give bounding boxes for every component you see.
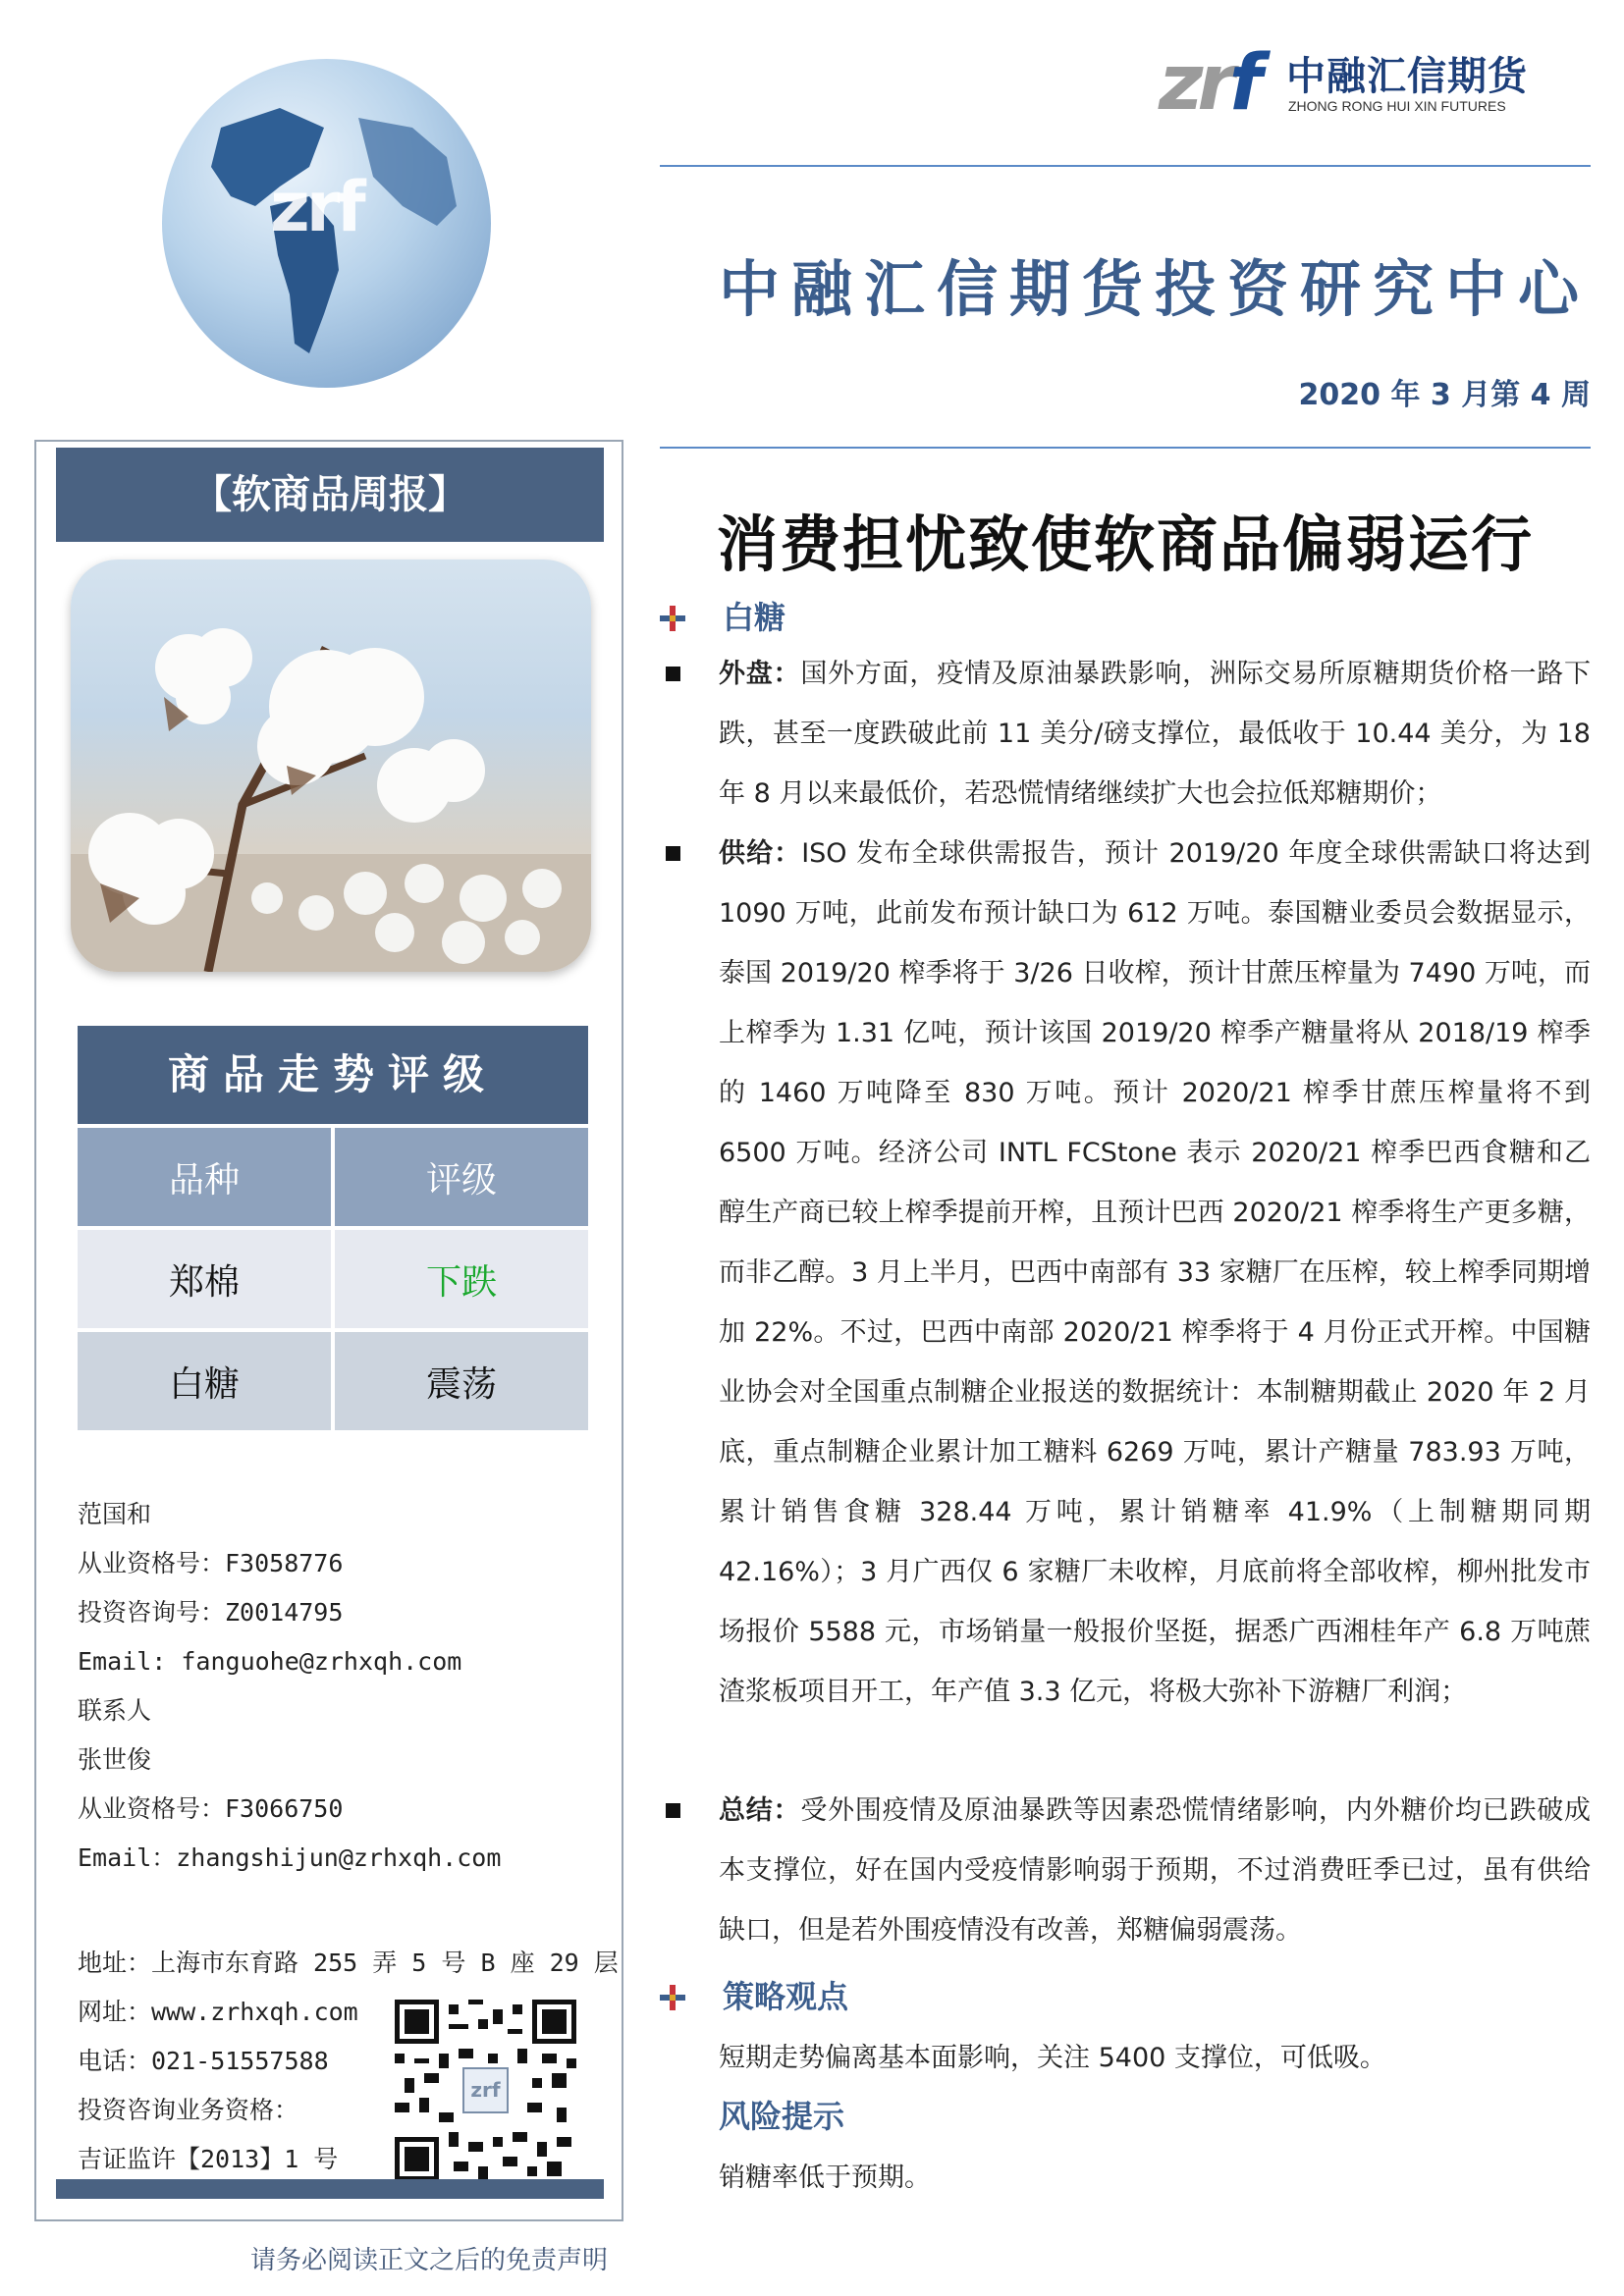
globe-watermark: zrf xyxy=(270,167,362,247)
column-header: 品种 xyxy=(78,1128,331,1226)
square-bullet-icon xyxy=(666,846,680,861)
rating-table-title: 商品走势评级 xyxy=(78,1026,588,1124)
title-divider xyxy=(660,447,1591,449)
license-number: 吉证监许【2013】1 号 xyxy=(78,2145,339,2173)
research-center-title: 中融汇信期货投资研究中心 xyxy=(718,253,1591,325)
square-bullet-icon xyxy=(666,667,680,681)
sidebar xyxy=(34,440,623,2221)
contact-line: 从业资格号：F3058776 xyxy=(78,1549,344,1577)
rating-table xyxy=(78,1026,588,1430)
paragraph-text: 受外围疫情及原油暴跌等因素恐慌情绪影响，内外糖价均已跌破成本支撑位，好在国内受疫情影响弱于预期，不过消费旺季已过，虽有供给缺口，但是若外围疫情没有改善，郑糖偏弱震荡。 xyxy=(719,1795,1592,1946)
section-heading-risk: 风险提示 xyxy=(719,2098,845,2135)
globe-image xyxy=(162,59,491,388)
sidebar-footer-bar xyxy=(56,2179,604,2199)
commodity-rating: 震荡 xyxy=(335,1332,588,1430)
contact-line: 从业资格号：F3066750 xyxy=(78,1794,344,1823)
table-row xyxy=(78,1230,588,1328)
brand-name-en: ZHONG RONG HUI XIN FUTURES xyxy=(1288,98,1506,114)
section-heading-text: 白糖 xyxy=(723,599,786,636)
section-heading-text: 策略观点 xyxy=(723,1978,849,2015)
disclaimer-note: 请务必阅读正文之后的免责声明 xyxy=(250,2246,609,2275)
report-date: 2020 年 3 月第 4 周 xyxy=(1298,378,1591,412)
commodity-rating: 下跌 xyxy=(335,1230,588,1328)
contact-email: Email：zhangshijun@zrhxqh.com xyxy=(78,1843,502,1872)
table-row xyxy=(78,1332,588,1430)
strategy-text: 短期走势偏离基本面影响，关注 5400 支撑位，可低吸。 xyxy=(719,2043,1386,2073)
paragraph-outer-market xyxy=(719,644,1591,824)
column-header: 评级 xyxy=(335,1128,588,1226)
paragraph-text: ISO 发布全球供需报告，预计 2019/20 年度全球供需缺口将达到 1090 万吨，此前发布预计缺口为 612 万吨。泰国糖业委员会数据显示，泰国 2019/20 榨季将于 3/26 日收榨，预计甘蔗压榨量为 7490 万吨，而上榨季为 1.31 亿吨，预计该国 2019/20 榨季产糖量将从 2018/19 榨季的 1460 万吨降至 830 万吨。预计 2020/21 榨季甘蔗压榨量将不到 6500 万吨。经济公司 INTL FCStone 表示 2020/21 榨季巴西食糖和乙醇生产商已较上榨季提前开榨，且预计巴西 2020/21 榨季将生产更多糖，而非乙醇。3 月上半月，巴西中南部有 33 家糖厂在压榨，较上榨季同期增加 22%。不过，巴西中南部 2020/21 榨季将于 4 月份正式开榨。中国糖业协会对全国重点制糖企业报送的数据统计：本制糖期截止 2020 年 2 月底，重点制糖企业累计加工糖料 6269 万吨，累计产糖量 783.93 万吨，累计销售食糖 328.44 万吨，累计销糖率 41.9%（上制糖期同期 42.16%）；3 月广西仅 6 家糖厂未收榨，月底前将全部收榨，柳州批发市场报价 5588 元，市场销量一般报价坚挺，据悉广西湘桂年产 6.8 万吨蔗渣浆板项目开工，年产值 3.3 亿元，将极大弥补下游糖厂利润； xyxy=(719,838,1591,1707)
paragraph-summary xyxy=(719,1781,1591,1960)
commodity-name: 白糖 xyxy=(78,1332,331,1430)
contact-line: 范国和 xyxy=(78,1500,152,1528)
header-divider xyxy=(660,165,1591,167)
paragraph-lead: 外盘： xyxy=(719,659,801,689)
brand-name-cn: 中融汇信期货 xyxy=(1286,54,1528,99)
section-bullet-icon xyxy=(660,1981,685,2006)
brand-mark: zrf xyxy=(1159,39,1257,128)
section-bullet-icon xyxy=(660,602,685,627)
company-website: 网址：www.zrhxqh.com xyxy=(78,1998,358,2026)
commodity-name: 郑棉 xyxy=(78,1230,331,1328)
contact-email: Email: fanguohe@zrhxqh.com xyxy=(78,1647,462,1676)
paragraph-text: 国外方面，疫情及原油暴跌影响，洲际交易所原糖期货价格一路下跌，甚至一度跌破此前 11 美分/磅支撑位，最低收于 10.44 美分，为 18 年 8 月以来最低价，若恐慌情绪继续扩大也会拉低郑糖期价； xyxy=(719,659,1592,809)
paragraph-lead: 供给： xyxy=(719,838,802,869)
contact-line: 投资咨询号：Z0014795 xyxy=(78,1598,344,1627)
report-type-label: 【软商品周报】 xyxy=(56,448,604,542)
qr-code xyxy=(395,2000,576,2181)
brand-logo xyxy=(1159,39,1532,128)
paragraph-lead: 总结： xyxy=(719,1795,801,1826)
paragraph-supply xyxy=(719,824,1591,1901)
analyst-contacts xyxy=(78,1490,608,1883)
cotton-photo xyxy=(71,560,591,972)
risk-text: 销糖率低于预期。 xyxy=(719,2163,931,2193)
license-label: 投资咨询业务资格： xyxy=(78,2096,299,2124)
report-title: 消费担忧致使软商品偏弱运行 xyxy=(716,508,1534,580)
contact-line: 张世俊 xyxy=(78,1745,152,1774)
section-heading-sugar xyxy=(660,593,785,638)
contact-line: 联系人 xyxy=(78,1696,152,1725)
company-phone: 电话：021-51557588 xyxy=(78,2047,329,2075)
svg-text:zrf: zrf xyxy=(470,2078,501,2102)
rating-table-header xyxy=(78,1128,588,1226)
section-heading-strategy xyxy=(660,1972,848,2017)
company-address: 地址：上海市东育路 255 弄 5 号 B 座 29 层 xyxy=(78,1949,619,1977)
square-bullet-icon xyxy=(666,1803,680,1818)
